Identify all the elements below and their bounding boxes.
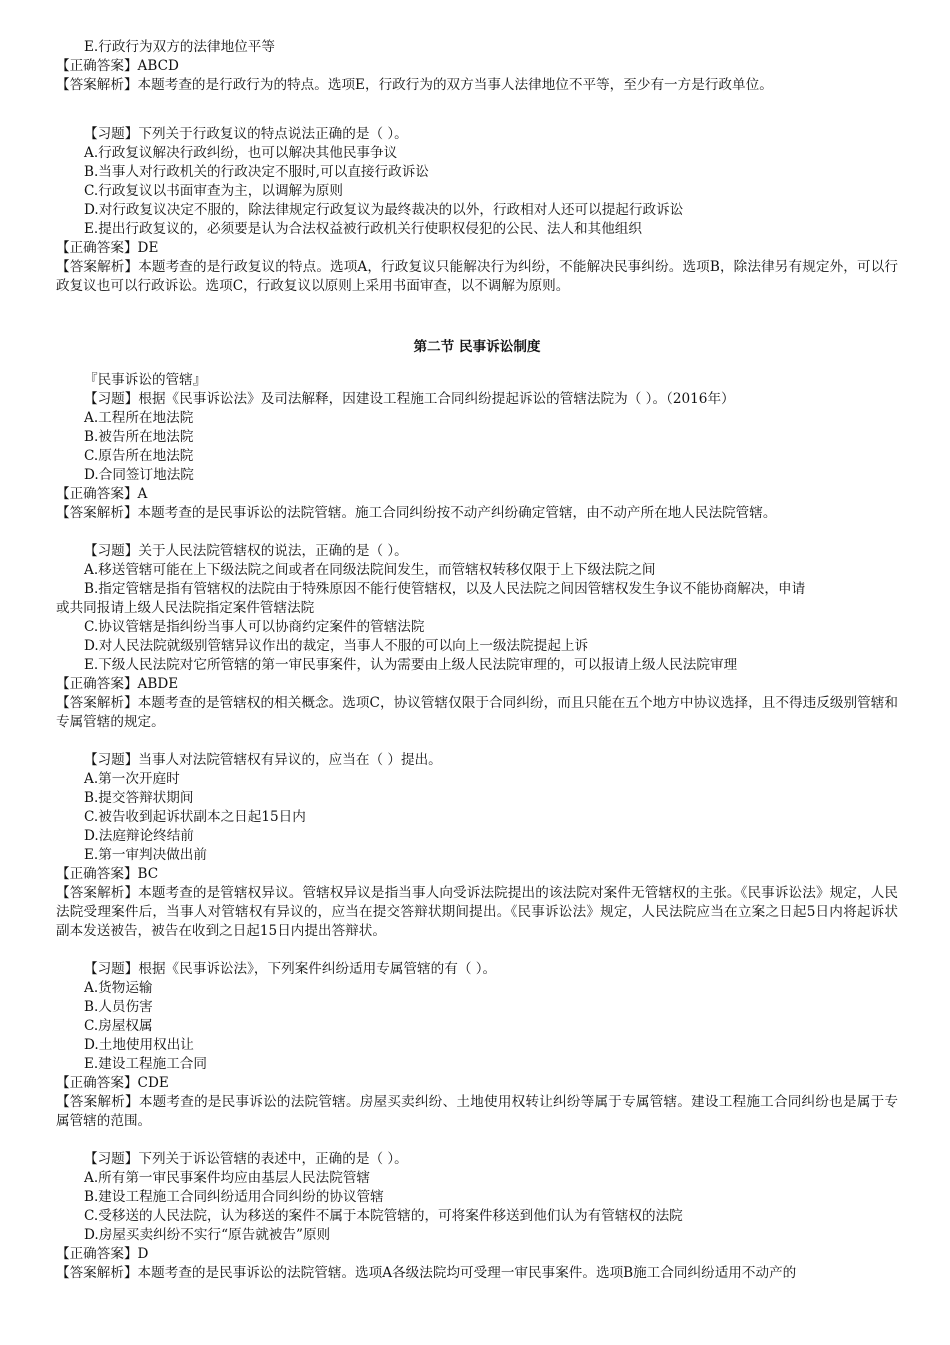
option-a: A.所有第一审民事案件均应由基层人民法院管辖 xyxy=(84,1170,371,1186)
answer-analysis: 【答案解析】本题考查的是行政复议的特点。选项A，行政复议只能解决行为纠纷，不能解决民事纠纷。选项B，除法律另有规定外，可以行政复议也可以行政诉讼。选项C，行政复议以原则上采用书面审查，以不调解为原则。 xyxy=(56,259,898,294)
correct-answer: 【正确答案】ABDE xyxy=(56,676,179,692)
option-d: D.对行政复议决定不服的，除法律规定行政复议为最终裁决的以外，行政相对人还可以提起行政诉讼 xyxy=(84,202,684,218)
option-d: D.土地使用权出让 xyxy=(84,1037,194,1053)
option-b: B.提交答辩状期间 xyxy=(84,790,194,806)
option-c: C.原告所在地法院 xyxy=(84,448,194,464)
option-b-continued: 或共同报请上级人民法院指定案件管辖法院 xyxy=(56,600,315,616)
option-d: D.合同签订地法院 xyxy=(84,467,194,483)
topic-heading: 『民事诉讼的管辖』 xyxy=(84,372,207,388)
correct-answer: 【正确答案】DE xyxy=(56,240,159,256)
option-e: E.建设工程施工合同 xyxy=(84,1056,207,1072)
correct-answer: 【正确答案】CDE xyxy=(56,1075,169,1091)
option-c: C.受移送的人民法院，认为移送的案件不属于本院管辖的，可将案件移送到他们认为有管辖权的法院 xyxy=(84,1208,683,1224)
correct-answer: 【正确答案】BC xyxy=(56,866,159,882)
option-a: A.第一次开庭时 xyxy=(84,771,180,787)
correct-answer: 【正确答案】A xyxy=(56,486,148,502)
option-a: A.行政复议解决行政纠纷，也可以解决其他民事争议 xyxy=(84,145,398,161)
answer-analysis: 【答案解析】本题考查的是民事诉讼的法院管辖。选项A各级法院均可受理一审民事案件。选项B施工合同纠纷适用不动产的 xyxy=(56,1265,797,1281)
document-page xyxy=(56,38,898,1283)
question-stem: 【习题】关于人民法院管辖权的说法，正确的是（ ）。 xyxy=(84,543,408,559)
option-b: B.人员伤害 xyxy=(84,999,153,1015)
option-b: B.被告所在地法院 xyxy=(84,429,194,445)
section-title: 第二节 民事诉讼制度 xyxy=(413,339,541,355)
option-b: B.当事人对行政机关的行政决定不服时,可以直接行政诉讼 xyxy=(84,164,429,180)
option-e: E.行政行为双方的法律地位平等 xyxy=(84,39,275,55)
option-a: A.工程所在地法院 xyxy=(84,410,194,426)
correct-answer: 【正确答案】ABCD xyxy=(56,58,179,74)
option-d: D.对人民法院就级别管辖异议作出的裁定，当事人不服的可以向上一级法院提起上诉 xyxy=(84,638,589,654)
option-a: A.移送管辖可能在上下级法院之间或者在同级法院间发生，而管辖权转移仅限于上下级法院之间 xyxy=(84,562,656,578)
option-c: C.行政复议以书面审查为主，以调解为原则 xyxy=(84,183,343,199)
question-stem: 【习题】下列关于行政复议的特点说法正确的是（ ）。 xyxy=(84,126,408,142)
option-b: B.指定管辖是指有管辖权的法院由于特殊原因不能行使管辖权，以及人民法院之间因管辖权发生争议不能协商解决，申请 xyxy=(84,581,806,597)
option-e: E.提出行政复议的，必须要是认为合法权益被行政机关行使职权侵犯的公民、法人和其他组织 xyxy=(84,221,642,237)
option-b: B.建设工程施工合同纠纷适用合同纠纷的协议管辖 xyxy=(84,1189,384,1205)
option-e: E.第一审判决做出前 xyxy=(84,847,207,863)
option-e: E.下级人民法院对它所管辖的第一审民事案件，认为需要由上级人民法院审理的，可以报请上级人民法院审理 xyxy=(84,657,738,673)
question-stem: 【习题】根据《民事诉讼法》及司法解释，因建设工程施工合同纠纷提起诉讼的管辖法院为（ ）。（2016年） xyxy=(84,391,735,407)
option-d: D.法庭辩论终结前 xyxy=(84,828,194,844)
question-stem: 【习题】根据《民事诉讼法》，下列案件纠纷适用专属管辖的有（ ）。 xyxy=(84,961,497,977)
answer-analysis: 【答案解析】本题考查的是民事诉讼的法院管辖。施工合同纠纷按不动产纠纷确定管辖，由不动产所在地人民法院管辖。 xyxy=(56,505,777,521)
option-a: A.货物运输 xyxy=(84,980,153,996)
answer-analysis: 【答案解析】本题考查的是民事诉讼的法院管辖。房屋买卖纠纷、土地使用权转让纠纷等属于专属管辖。建设工程施工合同纠纷也是属于专属管辖的范围。 xyxy=(56,1094,898,1129)
answer-analysis: 【答案解析】本题考查的是管辖权的相关概念。选项C，协议管辖仅限于合同纠纷，而且只能在五个地方中协议选择，且不得违反级别管辖和专属管辖的规定。 xyxy=(56,695,898,730)
question-stem: 【习题】当事人对法院管辖权有异议的，应当在（ ）提出。 xyxy=(84,752,442,768)
question-stem: 【习题】下列关于诉讼管辖的表述中，正确的是（ ）。 xyxy=(84,1151,408,1167)
answer-analysis: 【答案解析】本题考查的是管辖权异议。管辖权异议是指当事人向受诉法院提出的该法院对案件无管辖权的主张。《民事诉讼法》规定，人民法院受理案件后，当事人对管辖权有异议的，应当在提交答辩状期间提出。《民事诉讼法》规定，人民法院应当在立案之日起5日内将起诉状副本发送被告，被告在收到之日起15日内提出答辩状。 xyxy=(56,885,898,939)
option-c: C.协议管辖是指纠纷当事人可以协商约定案件的管辖法院 xyxy=(84,619,425,635)
option-d: D.房屋买卖纠纷不实行“原告就被告”原则 xyxy=(84,1227,331,1243)
answer-analysis: 【答案解析】本题考查的是行政行为的特点。选项E，行政行为的双方当事人法律地位不平等，至少有一方是行政单位。 xyxy=(56,77,773,93)
correct-answer: 【正确答案】D xyxy=(56,1246,149,1262)
option-c: C.被告收到起诉状副本之日起15日内 xyxy=(84,809,306,825)
option-c: C.房屋权属 xyxy=(84,1018,153,1034)
